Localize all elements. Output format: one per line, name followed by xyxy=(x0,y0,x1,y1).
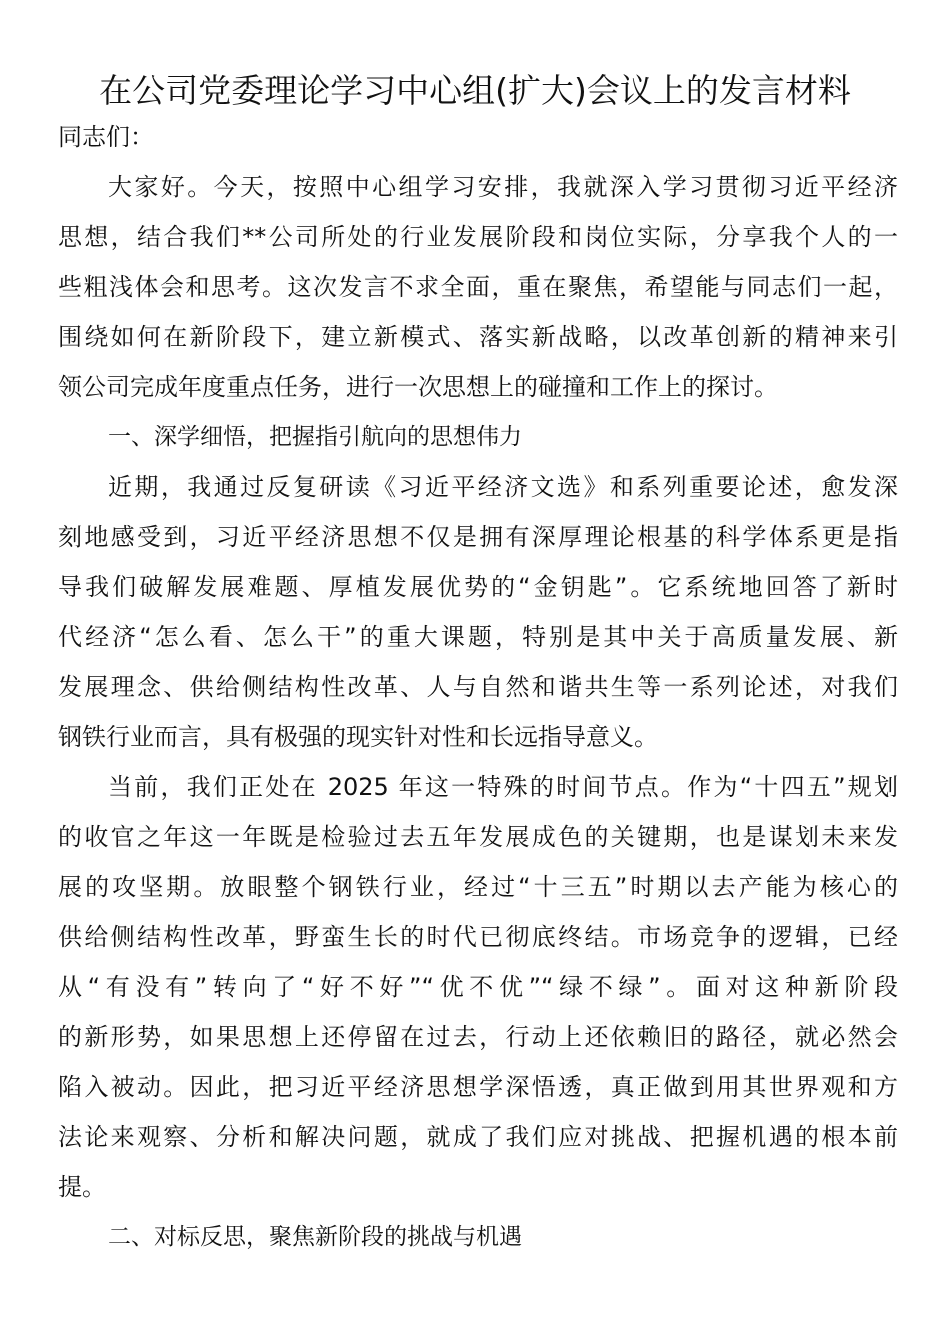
paragraph-line: 展的攻坚期。放眼整个钢铁行业，经过“十三五”时期以去产能为核心的 xyxy=(58,873,898,901)
document-title: 在公司党委理论学习中心组(扩大)会议上的发言材料 xyxy=(99,71,851,110)
paragraph-line: 的收官之年这一年既是检验过去五年发展成色的关键期，也是谋划未来发 xyxy=(58,823,898,851)
paragraph-line: 大家好。今天，按照中心组学习安排，我就深入学习贯彻习近平经济 xyxy=(108,173,898,201)
paragraph-line: 些粗浅体会和思考。这次发言不求全面，重在聚焦，希望能与同志们一起， xyxy=(58,273,898,301)
paragraph-line: 思想，结合我们**公司所处的行业发展阶段和岗位实际，分享我个人的一 xyxy=(58,223,898,251)
paragraph-line: 陷入被动。因此，把习近平经济思想学深悟透，真正做到用其世界观和方 xyxy=(58,1073,898,1101)
paragraph-line: 当前，我们正处在 2025 年这一特殊的时间节点。作为“十四五”规划 xyxy=(108,773,898,801)
paragraph-line: 刻地感受到，习近平经济思想不仅是拥有深厚理论根基的科学体系更是指 xyxy=(58,523,898,551)
paragraph-line: 发展理念、供给侧结构性改革、人与自然和谐共生等一系列论述，对我们 xyxy=(58,673,898,701)
paragraph-line: 法论来观察、分析和解决问题，就成了我们应对挑战、把握机遇的根本前 xyxy=(58,1123,898,1151)
paragraph-line: 从“有没有”转向了“好不好”“优不优”“绿不绿”。面对这种新阶段 xyxy=(58,973,898,1001)
paragraph-line: 钢铁行业而言，具有极强的现实针对性和长远指导意义。 xyxy=(58,723,658,751)
section-heading-2: 二、对标反思，聚焦新阶段的挑战与机遇 xyxy=(108,1224,522,1250)
paragraph-line: 围绕如何在新阶段下，建立新模式、落实新战略，以改革创新的精神来引 xyxy=(58,323,898,351)
section-heading-1: 一、深学细悟，把握指引航向的思想伟力 xyxy=(108,424,522,450)
paragraph-line: 导我们破解发展难题、厚植发展优势的“金钥匙”。它系统地回答了新时 xyxy=(58,573,898,601)
paragraph-line: 的新形势，如果思想上还停留在过去，行动上还依赖旧的路径，就必然会 xyxy=(58,1023,898,1051)
paragraph-line: 近期，我通过反复研读《习近平经济文选》和系列重要论述，愈发深 xyxy=(108,473,898,501)
paragraph-line: 供给侧结构性改革，野蛮生长的时代已彻底终结。市场竞争的逻辑，已经 xyxy=(58,923,898,951)
paragraph-line: 领公司完成年度重点任务，进行一次思想上的碰撞和工作上的探讨。 xyxy=(58,373,778,401)
paragraph-line: 代经济“怎么看、怎么干”的重大课题，特别是其中关于高质量发展、新 xyxy=(58,623,898,651)
paragraph-line: 提。 xyxy=(58,1173,106,1201)
salutation: 同志们： xyxy=(58,123,154,151)
